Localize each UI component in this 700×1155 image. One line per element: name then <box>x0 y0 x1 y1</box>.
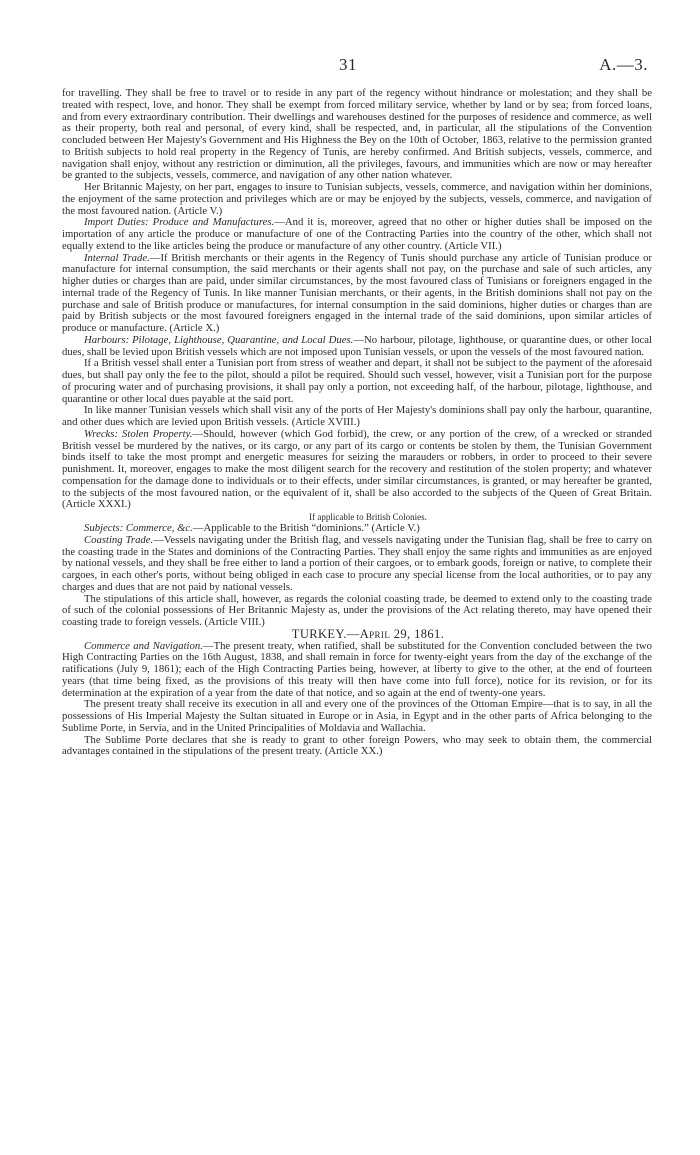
heading-import-duties: Import Duties: Produce and Manufactures. <box>84 216 275 229</box>
text-wrecks: —Should, however (which God forbid), the crew, or any portion of the crew, of a wrecked or stranded British vessel be murdered by the natives, or its cargo, or any part of its cargo or contents be stolen by them, the Tunisian Government binds itself to take the most prompt and energetic measures for seizing the marauders or robbers, in order to proceed to their severe punishment. It, moreover, engages to make the most diligent search for the recovery and restitution of the stolen property; and whatever compensation for the damage done to individuals or to their effects, under similar circumstances, is granted, or may hereafter be granted, to the subjects of the most favoured nation, or the equivalent of it, shall be also accorded to the subjects of the Queen of Great Britain. (Article XXXI.) <box>62 427 652 511</box>
paragraph-coasting-trade <box>62 535 652 594</box>
heading-internal-trade: Internal Trade. <box>84 251 150 264</box>
paragraph-tunisian-vessels: In like manner Tunisian vessels which shall visit any of the ports of Her Majesty's dominions shall pay only the harbour, quarantine, and other dues which are levied upon British vessels. (Article XVIII.) <box>62 404 652 428</box>
paragraph-sublime-porte: The Sublime Porte declares that she is ready to grant to other foreign Powers, who may seek to obtain them, the commercial advantages contained in the stipulations of the present treaty. (Article XX.) <box>62 733 652 758</box>
paragraph-harbours <box>62 335 652 359</box>
paragraph-stress-of-weather: If a British vessel shall enter a Tunisian port from stress of weather and depart, it shall not be subject to the payment of the aforesaid dues, but shall pay only the fee to the pilot, should a pilot be required. Should such vessel, however, visit a Tunisian port for the purpose of procuring water and of purchasing provisions, it shall pay only a portion, not exceeding half, of the harbour, pilotage, lighthouse, and quarantine or other local dues payable at the said port. <box>62 357 652 405</box>
paragraph-import-duties <box>62 217 652 252</box>
text-commerce-navigation: —The present treaty, when ratified, shall be substituted for the Convention concluded between the two High Contracting Parties on the 16th August, 1838, and shall remain in force for twenty-eight years from the day of the exchange of the ratifications (July 9, 1861); each of the High Contracting Parties being, however, at liberty to give to the other, at the end of fourteen years (that time being fixed, as the provisions of this treaty will then have come into full force), notice for its revision, or for its determination at the expiration of a year from the date of that notice, and so again at the end of twenty-one years. <box>62 639 652 699</box>
heading-commerce-navigation: Commerce and Navigation. <box>84 639 203 652</box>
paragraph-colonial-coasting: The stipulations of this article shall, however, as regards the colonial coasting trade, be deemed to extend only to the coasting trade of such of the colonial possessions of Her Britannic Majesty as, under the provisions of the Act relating thereto, may have opened their coasting trade to foreign vessels. (Article VIII.) <box>62 592 652 628</box>
text-import-duties: —And it is, moreover, agreed that no other or higher duties shall be imposed on the importation of any article the produce or manufacture of one of the Contracting Parties into the country of the other, which shall not equally extend to the like articles being the produce or manufacture of any other country. (Article VII.) <box>62 216 652 252</box>
heading-subjects: Subjects: Commerce, &c. <box>84 522 193 534</box>
document-reference: A.—3. <box>599 55 648 74</box>
colonies-note: If applicable to British Colonies. <box>309 512 427 522</box>
document-body <box>62 88 652 758</box>
paragraph-travel-rights: for travelling. They shall be free to travel or to reside in any part of the regency without hindrance or molestation; and they shall be treated with respect, love, and honor. They shall be exempt from forced military service, whether by land or by sea; from forced loans, and from every extraordinary contribution. Their dwellings and warehouses destined for the purposes of residence and commerce, as well as their property, both real and personal, of every kind, shall be respected, and, in particular, all the stipulations of the Convention concluded between Her Majesty's Government and His Highness the Bey on the 10th of October, 1863, relative to the permission granted to British subjects to hold real property in the Regency of Tunis, are hereby confirmed. And British subjects, vessels, commerce, and navigation shall enjoy, without any restriction or diminution, all the privileges, favours, and immunities which are now or may hereafter be granted to the subjects, vessels, commerce, and navigation of any other nation whatever. <box>62 87 652 182</box>
page-number: 31 <box>339 55 357 74</box>
text-coasting-trade: —Vessels navigating under the British flag, and vessels navigating under the Tunisian flag, shall be free to carry on the coasting trade in the States and dominions of the Contracting Parties. They shall enjoy the same rights and immunities as are enjoyed by national vessels, and they shall be free either to land a portion of their cargoes, or to embark goods, foreign or native, to complete their cargoes, in each other's ports, without being obliged in each case to procure any special license from the local authorities, or to pay any charges and dues that are not paid by national vessels. <box>62 533 652 593</box>
heading-wrecks: Wrecks: Stolen Property. <box>84 427 193 440</box>
heading-harbours: Harbours: Pilotage, Lighthouse, Quarantine, and Local Dues. <box>84 333 354 346</box>
paragraph-wrecks <box>62 429 652 511</box>
heading-coasting-trade: Coasting Trade. <box>84 533 154 546</box>
page-header <box>0 55 700 79</box>
section-title-country: TURKEY.— <box>291 626 360 641</box>
paragraph-internal-trade <box>62 253 652 335</box>
section-title-date: April 29, 1861. <box>359 626 445 641</box>
text-subjects: —Applicable to the British “dominions.” (Article V.) <box>192 522 420 534</box>
paragraph-britannic-majesty: Her Britannic Majesty, on her part, engages to insure to Tunisian subjects, vessels, commerce, and navigation within her dominions, the enjoyment of the same protection and privileges which are or may be enjoyed by the subjects, vessels, commerce, and navigation of the most favoured nation. (Article V.) <box>62 181 652 217</box>
text-internal-trade: —If British merchants or their agents in the Regency of Tunis should purchase any article of Tunisian produce or manufacture for internal consumption, the said merchants or their agents shall not pay, on the purchase and sale of such articles, any higher duties or charges than are paid, under similar circumstances, by the most favoured class of Tunisians or foreigners engaged in the internal trade of the Regency of Tunis. In like manner Tunisian merchants, or their agents, in the British dominions shall not pay on the purchase and sale of British produce or manufactures, for internal consumption in the said dominions, higher duties or charges than are paid by British subjects or the most favoured foreigners engaged in the internal trade of the said dominions, upon similar articles of produce or manufacture. (Article X.) <box>62 251 652 334</box>
paragraph-commerce-navigation <box>62 641 652 700</box>
paragraph-ottoman-empire: The present treaty shall receive its execution in all and every one of the provinces of the Ottoman Empire—that is to say, in all the possessions of His Imperial Majesty the Sultan situated in Europe or in Asia, in Egypt and in the other parts of Africa belonging to the Sublime Porte, in Servia, and in the United Principalities of Moldavia and Wallachia. <box>62 698 652 734</box>
text-harbours: —No harbour, pilotage, lighthouse, or quarantine dues, or other local dues, shall be levied upon British vessels which are not imposed upon Tunisian vessels, or upon the vessels of the most favoured nation. <box>62 333 653 358</box>
